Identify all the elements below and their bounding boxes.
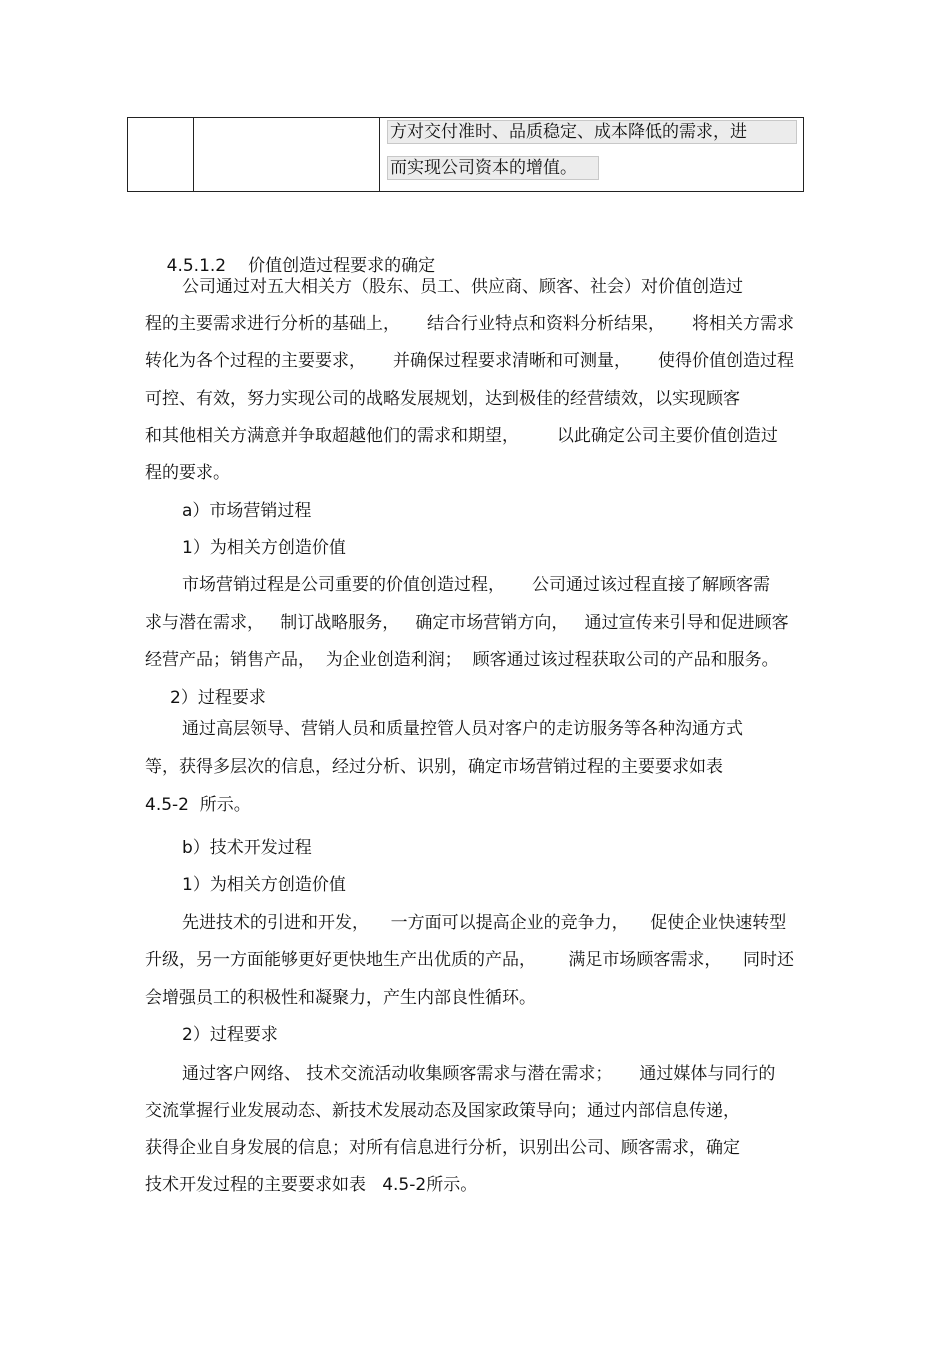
paragraph-line: 技术开发过程的主要要求如表 4.5-2所示。 bbox=[145, 1175, 478, 1195]
table-fragment bbox=[127, 117, 804, 192]
paragraph-line: 市场营销过程是公司重要的价值创造过程， 公司通过该过程直接了解顾客需 bbox=[182, 575, 771, 595]
paragraph-line: 先进技术的引进和开发， 一方面可以提高企业的竞争力， 促使企业快速转型 bbox=[182, 913, 787, 933]
paragraph-line: 转化为各个过程的主要要求， 并确保过程要求清晰和可测量， 使得价值创造过程 bbox=[145, 351, 795, 371]
paragraph-line: 公司通过对五大相关方（股东、员工、供应商、顾客、社会）对价值创造过 bbox=[182, 277, 743, 297]
list-heading: a）市场营销过程 bbox=[182, 501, 312, 521]
paragraph-line: 求与潜在需求， 制订战略服务， 确定市场营销方向， 通过宣传来引导和促进顾客 bbox=[145, 613, 789, 633]
paragraph-line: 升级，另一方面能够更好更快地生产出优质的产品， 满足市场顾客需求， 同时还 bbox=[145, 950, 795, 970]
paragraph-line: 和其他相关方满意并争取超越他们的需求和期望， 以此确定公司主要价值创造过 bbox=[145, 426, 778, 446]
list-subheading: 1）为相关方创造价值 bbox=[182, 538, 346, 558]
paragraph-line: 可控、有效，努力实现公司的战略发展规划，达到极佳的经营绩效，以实现顾客 bbox=[145, 389, 740, 409]
paragraph-line: 4.5-2 所示。 bbox=[145, 795, 251, 815]
list-subheading: 2）过程要求 bbox=[170, 688, 266, 708]
section-number: 4.5.1.2 bbox=[166, 256, 227, 276]
table-column-divider bbox=[193, 118, 194, 191]
table-column-divider bbox=[379, 118, 380, 191]
paragraph-line: 等，获得多层次的信息，经过分析、识别，确定市场营销过程的主要要求如表 bbox=[145, 757, 723, 777]
list-subheading: 1）为相关方创造价值 bbox=[182, 875, 346, 895]
paragraph-line: 通过高层领导、营销人员和质量控管人员对客户的走访服务等各种沟通方式 bbox=[182, 719, 743, 739]
list-subheading: 2）过程要求 bbox=[182, 1025, 278, 1045]
paragraph-line: 通过客户网络、 技术交流活动收集顾客需求与潜在需求； 通过媒体与同行的 bbox=[182, 1064, 776, 1084]
paragraph-line: 会增强员工的积极性和凝聚力，产生内部良性循环。 bbox=[145, 988, 536, 1008]
paragraph-line: 程的主要需求进行分析的基础上， 结合行业特点和资料分析结果， 将相关方需求 bbox=[145, 314, 795, 334]
paragraph-line: 程的要求。 bbox=[145, 463, 230, 483]
section-title: 价值创造过程要求的确定 bbox=[248, 256, 436, 276]
paragraph-line: 交流掌握行业发展动态、新技术发展动态及国家政策导向；通过内部信息传递， bbox=[145, 1101, 740, 1121]
paragraph-line: 获得企业自身发展的信息；对所有信息进行分析，识别出公司、顾客需求，确定 bbox=[145, 1138, 740, 1158]
paragraph-line: 经营产品；销售产品， 为企业创造利润； 顾客通过该过程获取公司的产品和服务。 bbox=[145, 650, 779, 670]
list-heading: b）技术开发过程 bbox=[182, 838, 312, 858]
table-cell-text-line: 而实现公司资本的增值。 bbox=[387, 156, 599, 180]
table-cell-text-line: 方对交付准时、品质稳定、成本降低的需求，进 bbox=[387, 120, 797, 144]
